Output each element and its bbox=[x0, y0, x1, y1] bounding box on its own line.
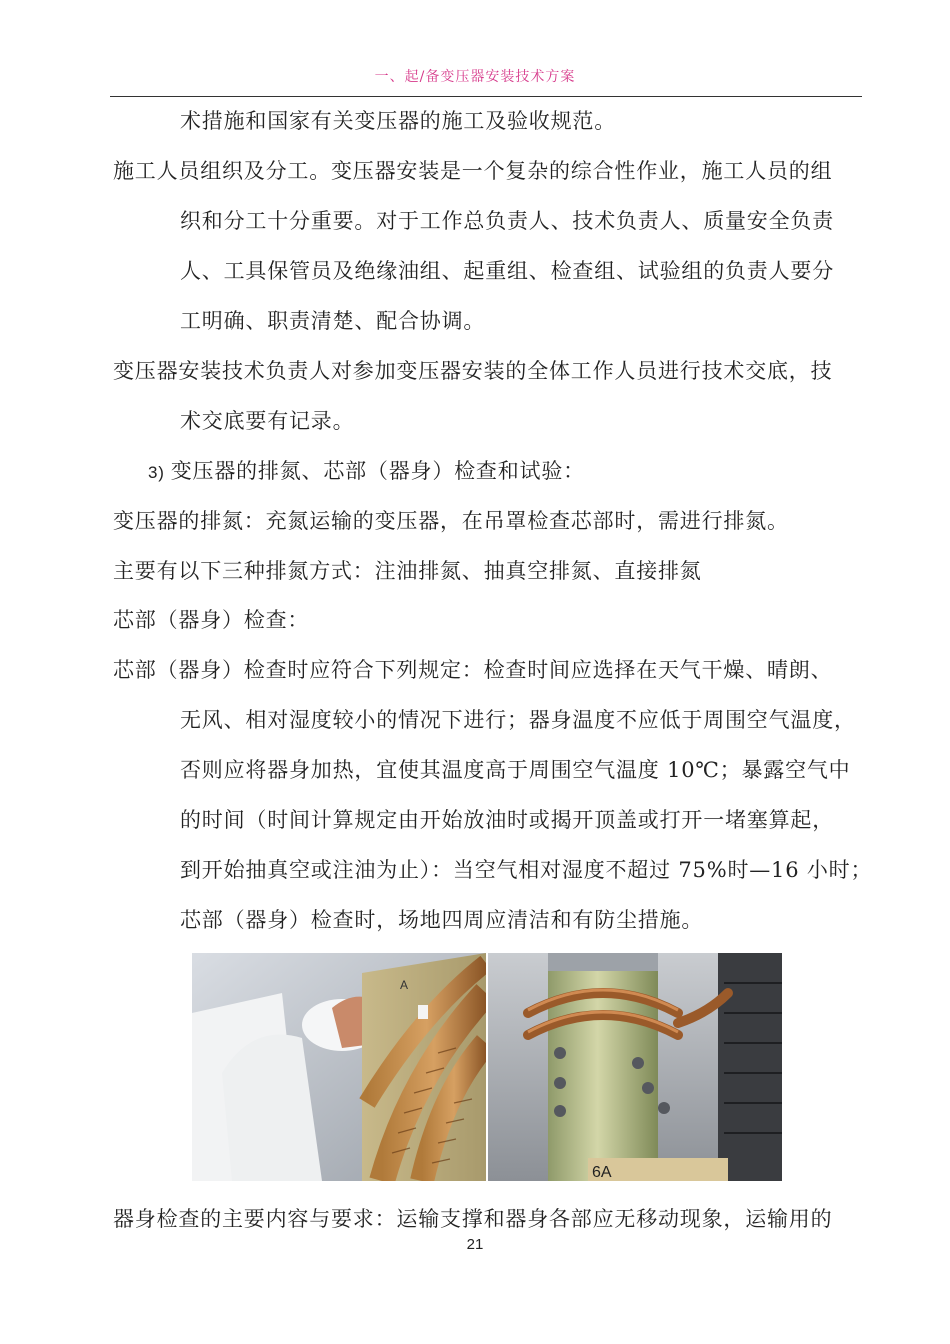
section-heading bbox=[148, 457, 585, 487]
paragraph-line: 织和分工十分重要。对于工作总负责人、技术负责人、质量安全负责 bbox=[180, 209, 834, 233]
paragraph-line: 芯部（器身）检查时，场地四周应清洁和有防尘措施。 bbox=[180, 908, 704, 932]
photo-label-6a: 6A bbox=[592, 1164, 612, 1181]
paragraph-line: 到开始抽真空或注油为止）：当空气相对湿度不超过 75%时—16 小时； bbox=[180, 858, 873, 882]
paragraph-line: 变压器安装技术负责人对参加变压器安装的全体工作人员进行技术交底，技 bbox=[113, 359, 833, 383]
running-header: 一、起/备变压器安装技术方案 bbox=[374, 69, 576, 85]
paragraph-line: 的时间（时间计算规定由开始放油时或揭开顶盖或打开一堵塞算起， bbox=[180, 808, 834, 832]
paragraph-line: 主要有以下三种排氮方式：注油排氮、抽真空排氮、直接排氮 bbox=[113, 559, 702, 583]
paragraph-line: 器身检查的主要内容与要求：运输支撑和器身各部应无移动现象，运输用的 bbox=[113, 1207, 833, 1231]
header-rule bbox=[110, 96, 862, 97]
paragraph-line: 术措施和国家有关变压器的施工及验收规范。 bbox=[180, 109, 616, 133]
paragraph-line: 无风、相对湿度较小的情况下进行；器身温度不应低于周围空气温度， bbox=[180, 708, 856, 732]
paragraph-line: 变压器的排氮：充氮运输的变压器，在吊罩检查芯部时，需进行排氮。 bbox=[113, 509, 789, 533]
paragraph-line: 否则应将器身加热，宜使其温度高于周围空气温度 10℃；暴露空气中 bbox=[180, 758, 851, 782]
photo-core-inspection bbox=[192, 953, 486, 1181]
paragraph-line: 工明确、职责清楚、配合协调。 bbox=[180, 309, 486, 333]
photo-bushing-detail bbox=[488, 953, 782, 1181]
photo-label-a: A bbox=[400, 978, 409, 992]
paragraph-line: 术交底要有记录。 bbox=[180, 409, 355, 433]
paragraph-line: 芯部（器身）检查： bbox=[113, 608, 310, 632]
paragraph-line: 人、工具保管员及绝缘油组、起重组、检查组、试验组的负责人要分 bbox=[180, 259, 834, 283]
paragraph-line: 施工人员组织及分工。变压器安装是一个复杂的综合性作业，施工人员的组 bbox=[113, 159, 833, 183]
page-number: 21 bbox=[466, 1236, 484, 1253]
section-title: 变压器的排氮、芯部（器身）检查和试验： bbox=[170, 459, 585, 483]
section-number: 3) bbox=[148, 463, 165, 482]
paragraph-line: 芯部（器身）检查时应符合下列规定：检查时间应选择在天气干燥、晴朗、 bbox=[113, 658, 833, 682]
inspection-photos bbox=[192, 953, 782, 1181]
